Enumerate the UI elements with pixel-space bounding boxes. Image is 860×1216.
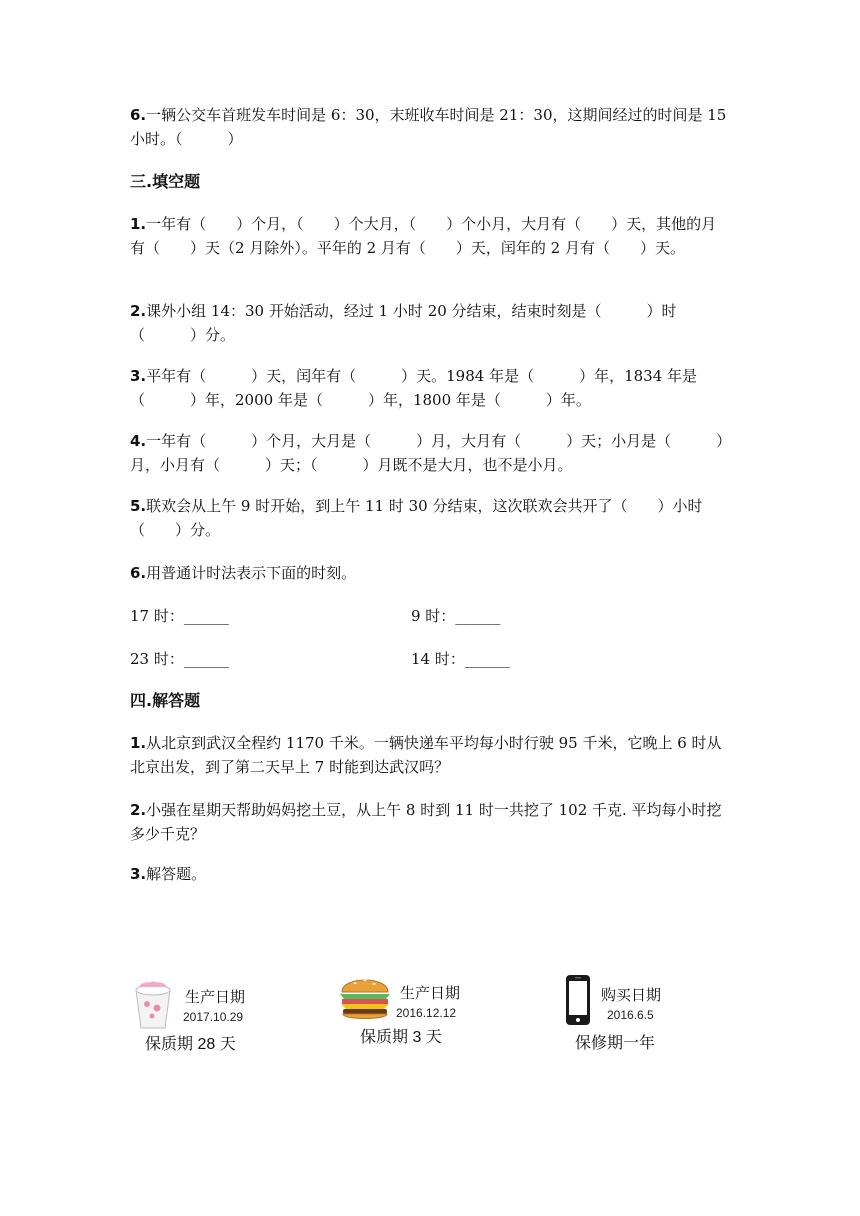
question-text: 平年有（ ）天，闰年有（ ）天。1984 年是（ ）年，1834 年是（ ）年，2000 年是（ ）年，1800 年是（ ）年。 (130, 367, 698, 409)
question-number: 6. (130, 564, 147, 582)
question-number: 3. (130, 367, 147, 385)
question-text: 一年有（ ）个月，（ ）个大月，（ ）个小月，大月有（ ）天，其他的月有（ ）天（2 月除外）。平年的 2 月有（ ）天，闰年的 2 月有（ ）天。 (130, 215, 717, 257)
question-number: 2. (130, 302, 147, 320)
date-value: 2016.12.12 (396, 1006, 457, 1020)
date-type-label: 生产日期 (400, 985, 461, 1002)
date-type-label: 购买日期 (601, 987, 662, 1004)
burger-icon (338, 970, 392, 1022)
phone-icon (565, 974, 591, 1026)
time-item-17: 17 时：______ (130, 607, 229, 625)
warranty-note: 保质期 28 天 (145, 1036, 236, 1053)
question-number: 6. (130, 106, 147, 124)
yogurt-cup-icon (133, 978, 173, 1030)
question-number: 3. (130, 865, 147, 883)
time-item-9: 9 时：______ (411, 607, 501, 625)
question-number: 5. (130, 497, 147, 515)
fill-question-3 (130, 364, 730, 412)
product-card-burger (338, 968, 538, 1058)
section-title-answer: 四.解答题 (130, 691, 201, 710)
time-item-14: 14 时：______ (411, 650, 510, 668)
question-text: 解答题。 (146, 865, 207, 883)
question-text: 从北京到武汉全程约 1170 千米。一辆快递车平均每小时行驶 95 千米，它晚上 6 时从北京出发，到了第二天早上 7 时能到达武汉吗？ (130, 734, 722, 776)
question-text: 课外小组 14：30 开始活动，经过 1 小时 20 分结束，结束时刻是（ ）时（ ）分。 (130, 302, 677, 344)
question-text: 一年有（ ）个月，大月是（ ）月，大月有（ ）天；小月是（ ）月，小月有（ ）天；（ ）月既不是大月，也不是小月。 (130, 432, 724, 474)
answer-question-3 (130, 862, 730, 886)
question-number: 1. (130, 215, 147, 233)
question-text: 一辆公交车首班发车时间是 6：30，末班收车时间是 21：30，这期间经过的时间是 15 小时。（ ） (130, 106, 727, 148)
question-number: 4. (130, 432, 147, 450)
question-text: 用普通计时法表示下面的时刻。 (146, 564, 357, 582)
product-card-phone (565, 972, 765, 1062)
warranty-note: 保质期 3 天 (360, 1029, 442, 1046)
question-text: 小强在星期天帮助妈妈挖土豆，从上午 8 时到 11 时一共挖了 102 千克. 平均每小时挖多少千克？ (130, 801, 722, 843)
question-number: 2. (130, 801, 147, 819)
question-number: 1. (130, 734, 147, 752)
fill-question-5 (130, 494, 730, 542)
date-value: 2017.10.29 (183, 1010, 244, 1024)
fill-question-2 (130, 299, 730, 347)
product-card-yogurt (133, 972, 333, 1062)
section-title-fill-blank: 三.填空题 (130, 172, 201, 191)
time-item-23: 23 时：______ (130, 650, 229, 668)
question-text: 联欢会从上午 9 时开始，到上午 11 时 30 分结束，这次联欢会共开了（ ）小时（ ）分。 (130, 497, 703, 539)
date-value: 2016.6.5 (607, 1008, 654, 1022)
warranty-note: 保修期一年 (575, 1035, 656, 1052)
date-type-label: 生产日期 (185, 989, 246, 1006)
answer-question-2 (130, 798, 730, 846)
judge-question-6 (130, 103, 730, 151)
fill-question-6 (130, 561, 730, 585)
answer-question-1 (130, 731, 730, 779)
fill-question-1 (130, 212, 730, 260)
fill-question-4 (130, 429, 730, 477)
